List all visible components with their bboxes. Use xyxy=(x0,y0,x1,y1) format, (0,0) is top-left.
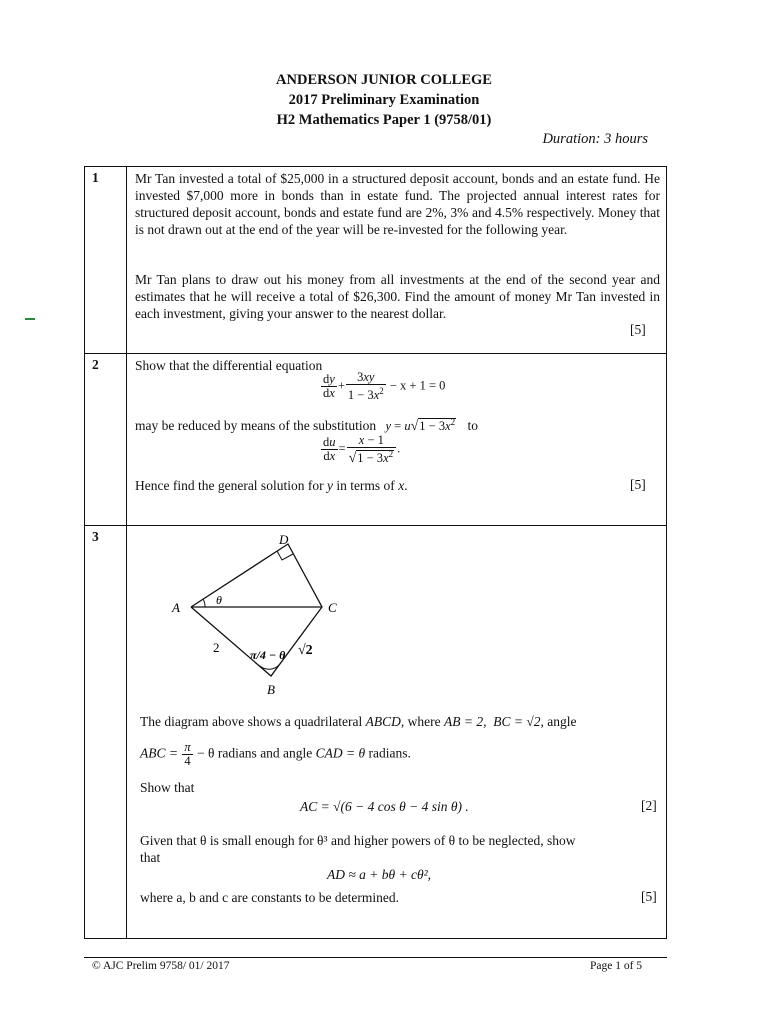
margin-mark xyxy=(25,318,35,320)
question-3-given-line: Given that θ is small enough for θ³ and higher powers of θ to be neglected, show xyxy=(140,833,576,848)
exam-title: 2017 Preliminary Examination xyxy=(288,92,480,108)
question-2-intro: Show that the differential equation xyxy=(135,358,323,373)
footer-rule xyxy=(84,957,667,958)
paper-title: H2 Mathematics Paper 1 (9758/01) xyxy=(276,112,492,128)
duration-label: Duration: 3 hours xyxy=(542,131,648,147)
question-1-marks: [5] xyxy=(630,322,646,337)
table-row-divider-2 xyxy=(84,525,667,526)
question-3-marks-2: [5] xyxy=(641,889,657,904)
question-2-number: 2 xyxy=(92,357,99,372)
angle-b-label: π/4 − θ xyxy=(250,648,286,662)
question-3-that: that xyxy=(140,850,161,865)
question-3-description: The diagram above shows a quadrilateral ABCD, where AB = 2, BC = √2, angle xyxy=(140,714,577,729)
question-2-equation-2: $\frac{du}{dx}$ = $\frac{x - 1}{√1 - 3x^2}$ . xyxy=(323,433,401,467)
vertex-d-label: D xyxy=(279,532,289,547)
question-3-angle-line: ABC = $\frac{\pi}{4}$ − θ radians and angle CAD = θ radians. xyxy=(140,740,411,768)
equation-1-remainder: − x + 1 = 0 xyxy=(386,378,446,393)
question-1-paragraph-2: Mr Tan plans to draw out his money from all investments at the end of the second year and estimates that he will receive a total of $26,300. Find the amount of money Mr Tan invested in each investment, giving your answer to the nearest dollar. xyxy=(135,272,660,321)
footer-left: © AJC Prelim 9758/ 01/ 2017 xyxy=(92,960,230,972)
question-3-ac-equation: AC = √(6 − 4 cos θ − 4 sin θ) . xyxy=(300,799,469,814)
question-2-substitution-line: may be reduced by means of the substitution $y = u√1 - 3x^2$ to xyxy=(135,417,479,435)
footer-page-number: Page 1 of 5 xyxy=(590,960,643,972)
vertex-b-label: B xyxy=(267,682,275,697)
college-title: ANDERSON JUNIOR COLLEGE xyxy=(276,72,492,88)
quadrilateral-diagram xyxy=(150,528,370,700)
question-3-where-line: where a, b and c are constants to be determined. xyxy=(140,890,400,905)
question-1-paragraph-1: Mr Tan invested a total of $25,000 in a structured deposit account, bonds and an estate fund. He invested $7,000 more in bonds than in estate fund. The projected annual interest rates for structured deposit account, bonds and estate fund are 2%, 3% and 4.5% respectively. Money that is not drawn out at the end of the year will be re-invested for the following year. xyxy=(135,171,660,237)
side-ab-label: 2 xyxy=(213,640,220,655)
question-3-show-that: Show that xyxy=(140,780,195,795)
question-3-marks-1: [2] xyxy=(641,798,657,813)
table-column-divider xyxy=(126,166,127,939)
table-row-divider-1 xyxy=(84,353,667,354)
angle-theta-label: θ xyxy=(216,593,222,607)
substitution-text: may be reduced by means of the substitution xyxy=(135,418,377,434)
question-1-number: 1 xyxy=(92,170,99,185)
substitution-to: to xyxy=(467,418,479,434)
side-bc-label: √2 xyxy=(298,643,313,658)
question-2-marks: [5] xyxy=(630,477,646,492)
vertex-c-label: C xyxy=(328,600,337,615)
question-2-hence-line: Hence find the general solution for y in terms of x. xyxy=(135,478,408,493)
question-3-number: 3 xyxy=(92,529,99,544)
question-2-equation-1: $\frac{dy}{dx}$ + $\frac{3xy}{1 - 3x^2}$ − x + 1 = 0 xyxy=(323,370,446,403)
question-3-approx-equation: AD ≈ a + bθ + cθ², xyxy=(327,867,432,882)
vertex-a-label: A xyxy=(172,600,180,615)
